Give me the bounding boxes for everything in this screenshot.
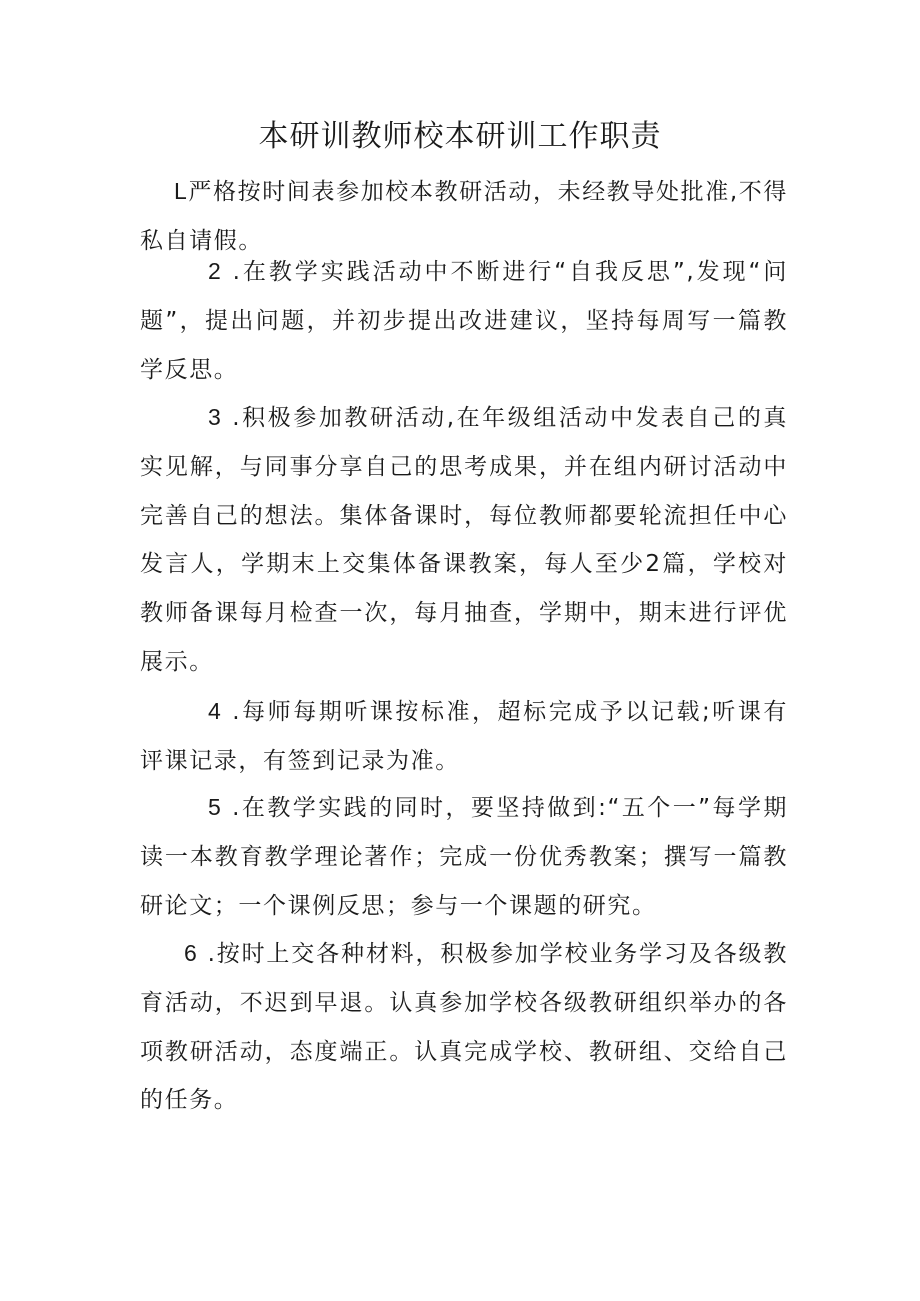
paragraph-text: 严格按时间表参加校本教研活动，未经教导处批准,不得私自请假。	[140, 179, 788, 254]
paragraph-number: 5	[208, 794, 223, 820]
paragraph-text: .按时上交各种材料，积极参加学校业务学习及各级教育活动，不迟到早退。认真参加学校各级教研组织举办的各项教研活动，态度端正。认真完成学校、教研组、交给自己的任务。	[140, 941, 788, 1114]
paragraph-6	[140, 929, 788, 1125]
paragraph-text: .每师每期听课按标准，超标完成予以记载;听课有评课记录，有签到记录为准。	[140, 699, 788, 774]
paragraph-number: 4	[208, 698, 223, 724]
document-title: 本研训教师校本研训工作职责	[258, 119, 662, 154]
paragraph-4	[140, 687, 788, 786]
paragraph-text: .积极参加教研活动,在年级组活动中发表自己的真实见解，与同事分享自己的思考成果，并在组内研讨活动中完善自己的想法。集体备课时，每位教师都要轮流担任中心发言人，学期末上交集体备课教案，每人至少2篇，学校对教师备课每月检查一次，每月抽查，学期中，期末进行评优展示。	[140, 405, 788, 675]
paragraph-number: 6	[184, 940, 199, 966]
paragraph-2	[140, 247, 788, 394]
paragraph-number: 2	[208, 258, 223, 284]
paragraph-text: .在教学实践的同时，要坚持做到:“五个一”每学期读一本教育教学理论著作；完成一份优秀教案；撰写一篇教研论文；一个课例反思；参与一个课题的研究。	[140, 795, 788, 919]
paragraph-number: 3	[208, 404, 223, 430]
paragraph-5	[140, 783, 788, 930]
paragraph-text: .在教学实践活动中不断进行“自我反思”,发现“问题”，提出问题，并初步提出改进建议，坚持每周写一篇教学反思。	[140, 259, 788, 383]
paragraph-3	[140, 393, 788, 687]
paragraph-number: L	[174, 178, 189, 204]
